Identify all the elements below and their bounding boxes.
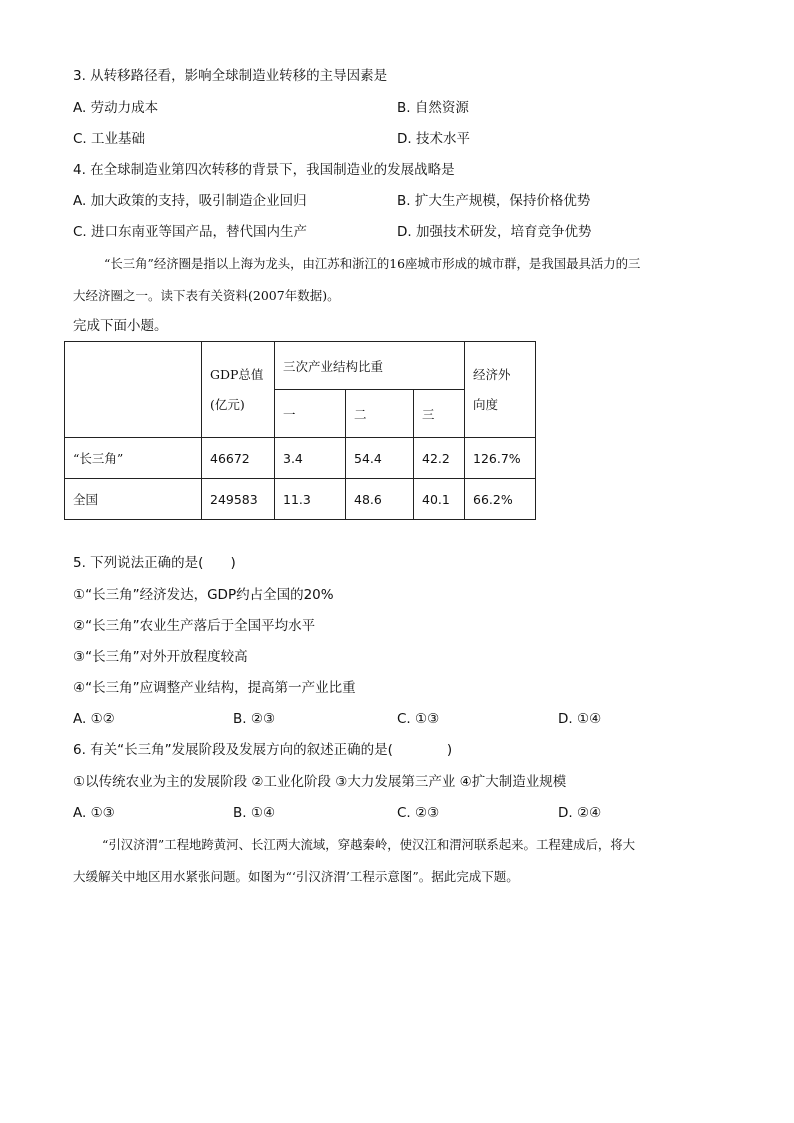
passage2-line1: “引汉济渭”工程地跨黄河、长江两大流域，穿越秦岭，使汉江和渭河联系起来。工程建成后，将大 <box>102 837 636 852</box>
q5-statement-1: ①“长三角”经济发达，GDP约占全国的20% <box>73 587 334 603</box>
q4-stem: 4. 在全球制造业第四次转移的背景下，我国制造业的发展战略是 <box>73 162 455 178</box>
passage2-line2: 大缓解关中地区用水紧张问题。如图为“‘引汉济渭’工程示意图”。据此完成下题。 <box>73 869 519 884</box>
table-header-openness <box>465 342 536 438</box>
passage1-line2: 大经济圈之一。读下表有关资料(2007年数据)。 <box>73 288 340 303</box>
table-cell-primary: 3.4 <box>275 438 346 479</box>
table-header-openness-line1: 经济外 <box>473 366 511 382</box>
q5-option-a[interactable]: A. ①② <box>73 711 115 727</box>
passage1-line1: “长三角”经济圈是指以上海为龙头，由江苏和浙江的16座城市形成的城市群，是我国最具活力的三 <box>104 256 641 271</box>
table-header-primary: 一 <box>275 390 346 438</box>
q5-statement-3: ③“长三角”对外开放程度较高 <box>73 649 248 665</box>
table-header-secondary: 二 <box>346 390 414 438</box>
q3-option-a[interactable]: A. 劳动力成本 <box>73 100 159 116</box>
passage1-instruction: 完成下面小题。 <box>73 318 168 334</box>
table-cell-openness: 126.7% <box>465 438 536 479</box>
q3-option-c[interactable]: C. 工业基础 <box>73 131 146 147</box>
table-row <box>65 438 536 479</box>
q6-statements: ①以传统农业为主的发展阶段 ②工业化阶段 ③大力发展第三产业 ④扩大制造业规模 <box>73 774 567 790</box>
q4-option-b[interactable]: B. 扩大生产规模，保持价格优势 <box>397 193 591 209</box>
table-cell-tertiary: 40.1 <box>414 479 465 520</box>
q6-option-b[interactable]: B. ①④ <box>233 805 276 821</box>
table-header-gdp <box>202 342 275 438</box>
table-header-gdp-line2: (亿元) <box>210 396 245 412</box>
q5-option-d[interactable]: D. ①④ <box>558 711 602 727</box>
q6-stem: 6. 有关“长三角”发展阶段及发展方向的叙述正确的是( ) <box>73 742 453 758</box>
q6-option-c[interactable]: C. ②③ <box>397 805 440 821</box>
q6-option-a[interactable]: A. ①③ <box>73 805 115 821</box>
table-header-openness-line2: 向度 <box>473 396 499 412</box>
table-header-industry: 三次产业结构比重 <box>275 342 465 390</box>
q3-stem: 3. 从转移路径看，影响全球制造业转移的主导因素是 <box>73 68 388 84</box>
table-cell-gdp: 249583 <box>202 479 275 520</box>
q5-option-b[interactable]: B. ②③ <box>233 711 276 727</box>
q5-stem: 5. 下列说法正确的是( ) <box>73 555 236 571</box>
q3-option-d[interactable]: D. 技术水平 <box>397 131 470 147</box>
table-cell-openness: 66.2% <box>465 479 536 520</box>
table-header-tertiary: 三 <box>414 390 465 438</box>
table-cell-secondary: 54.4 <box>346 438 414 479</box>
q5-option-c[interactable]: C. ①③ <box>397 711 440 727</box>
q3-option-b[interactable]: B. 自然资源 <box>397 100 469 116</box>
q5-statement-4: ④“长三角”应调整产业结构，提高第一产业比重 <box>73 680 356 696</box>
table-row <box>65 479 536 520</box>
q4-option-d[interactable]: D. 加强技术研发，培育竞争优势 <box>397 224 592 240</box>
q4-option-c[interactable]: C. 进口东南亚等国产品，替代国内生产 <box>73 224 308 240</box>
q6-option-d[interactable]: D. ②④ <box>558 805 602 821</box>
table-cell-primary: 11.3 <box>275 479 346 520</box>
q4-option-a[interactable]: A. 加大政策的支持，吸引制造企业回归 <box>73 193 307 209</box>
table-header-gdp-line1: GDP总值 <box>210 366 264 382</box>
table-cell-secondary: 48.6 <box>346 479 414 520</box>
data-table <box>64 341 536 520</box>
table-cell-gdp: 46672 <box>202 438 275 479</box>
table-cell-region: “长三角” <box>65 438 202 479</box>
table-cell-tertiary: 42.2 <box>414 438 465 479</box>
table-corner-cell <box>65 342 202 438</box>
table-cell-region: 全国 <box>65 479 202 520</box>
q5-statement-2: ②“长三角”农业生产落后于全国平均水平 <box>73 618 316 634</box>
